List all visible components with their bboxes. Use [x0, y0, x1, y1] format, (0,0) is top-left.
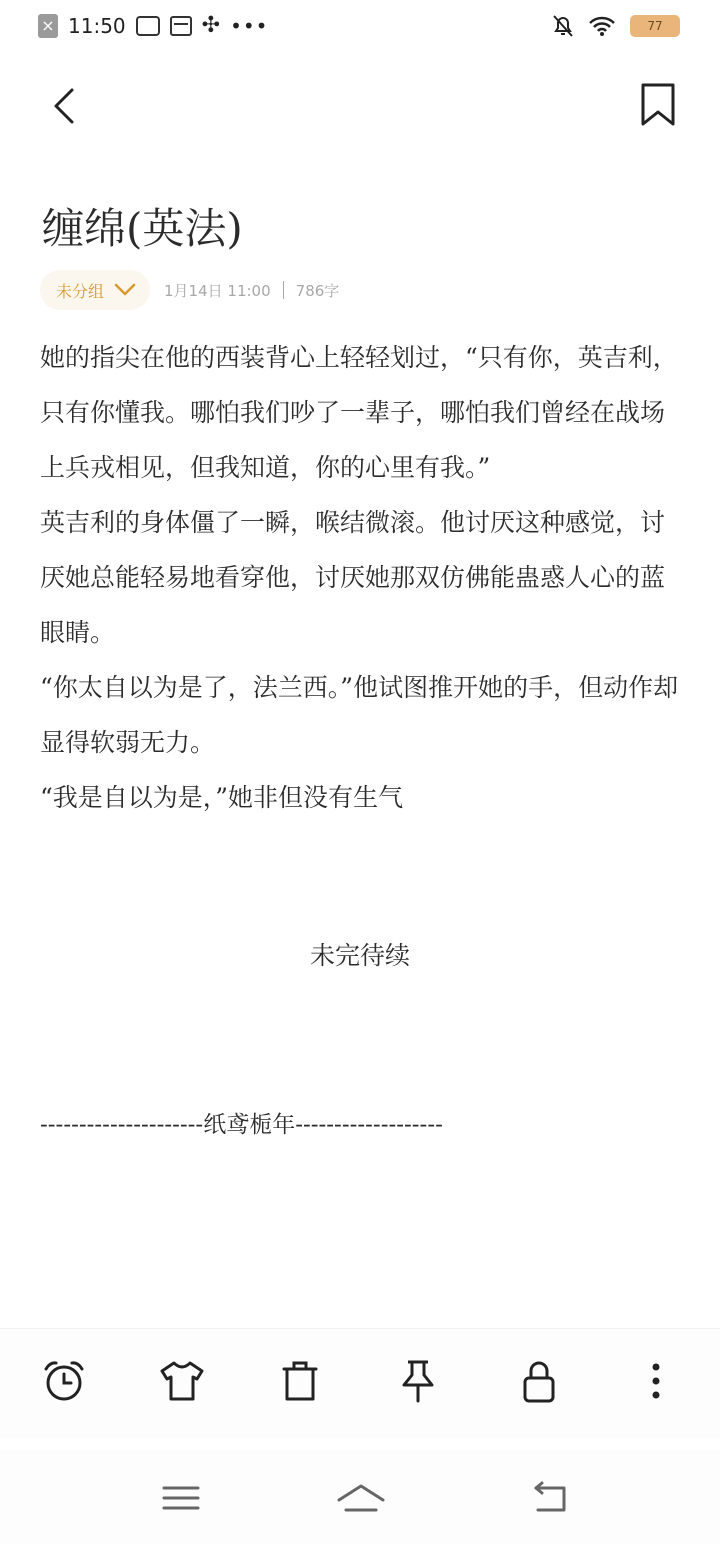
theme-button[interactable] — [158, 1357, 206, 1405]
wifi-icon — [588, 15, 616, 37]
reminder-button[interactable] — [40, 1357, 88, 1405]
more-dots-icon: ••• — [230, 14, 269, 38]
status-bar-right — [552, 14, 680, 38]
note-body[interactable] — [40, 330, 685, 825]
nav-back-button[interactable] — [528, 1480, 572, 1516]
menu-icon — [160, 1480, 204, 1516]
pin-icon — [394, 1357, 442, 1405]
back-button[interactable] — [44, 84, 88, 128]
to-be-continued: 未完待续 — [309, 941, 410, 970]
author-signature: ---------------------纸鸢栀年------------------- — [40, 1112, 443, 1138]
system-nav-bar — [0, 1450, 720, 1544]
vivo-icon — [136, 16, 160, 36]
note-title[interactable]: 缠绵(英法) — [42, 204, 243, 253]
paragraph: 她的指尖在他的西装背心上轻轻划过，“只有你，英吉利，只有你懂我。哪怕我们吵了一辈子，哪怕我们曾经在战场上兵戎相见，但我知道，你的心里有我。” — [40, 343, 678, 482]
status-bar-left — [38, 14, 268, 38]
nav-home-button[interactable] — [336, 1480, 386, 1516]
chevron-down-icon — [114, 283, 136, 297]
shirt-icon — [158, 1357, 206, 1405]
bookmark-icon — [636, 82, 680, 128]
close-notification-icon: × — [38, 14, 58, 38]
more-button[interactable] — [632, 1357, 680, 1405]
delete-button[interactable] — [276, 1357, 324, 1405]
more-vertical-icon — [632, 1357, 680, 1405]
home-icon — [336, 1480, 386, 1516]
paragraph: 英吉利的身体僵了一瞬，喉结微滚。他讨厌这种感觉，讨厌她总能轻易地看穿他，讨厌她那双仿佛能蛊惑人心的蓝眼睛。 — [40, 508, 666, 647]
card-icon — [170, 16, 192, 36]
status-bar — [0, 0, 720, 56]
note-header — [0, 70, 720, 140]
bottom-toolbar — [0, 1328, 720, 1439]
group-selector[interactable] — [40, 270, 150, 310]
nav-menu-button[interactable] — [160, 1480, 204, 1516]
note-date: 1月14日 11:00 — [164, 281, 271, 300]
group-label: 未分组 — [56, 281, 105, 301]
battery-level: 77 — [647, 19, 663, 33]
bell-muted-icon — [552, 14, 574, 38]
pin-button[interactable] — [394, 1357, 442, 1405]
chevron-left-icon — [44, 84, 88, 128]
status-time: 11:50 — [68, 14, 126, 38]
alarm-clock-icon — [40, 1357, 88, 1405]
word-count: 786字 — [295, 281, 340, 300]
paragraph: “我是自以为是，”她非但没有生气 — [40, 783, 404, 812]
meta-divider — [283, 281, 284, 299]
bookmark-button[interactable] — [636, 82, 680, 128]
paragraph: “你太自以为是了，法兰西。”他试图推开她的手，但动作却显得软弱无力。 — [40, 673, 679, 757]
battery-icon — [630, 15, 680, 37]
note-meta — [40, 270, 339, 310]
fan-icon: ✣ — [201, 13, 221, 38]
back-icon — [528, 1480, 572, 1516]
lock-button[interactable] — [515, 1357, 563, 1405]
trash-icon — [276, 1357, 324, 1405]
lock-icon — [515, 1357, 563, 1405]
